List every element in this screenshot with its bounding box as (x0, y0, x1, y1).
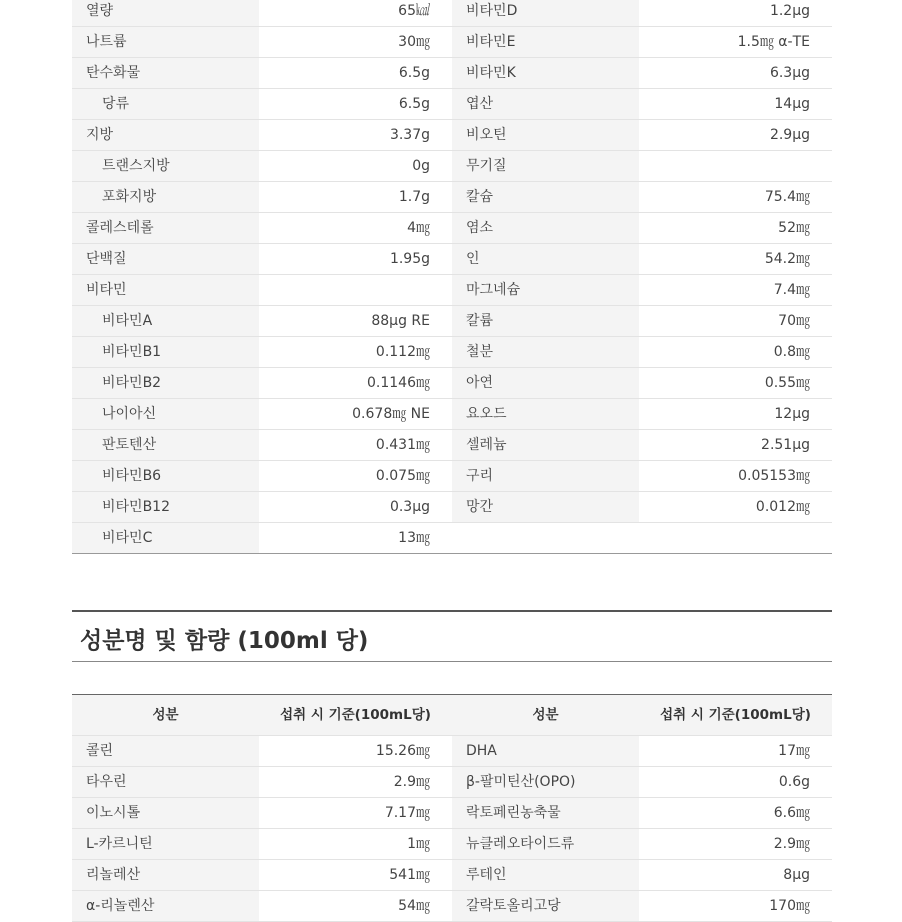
right-cell-group (452, 736, 832, 766)
nutrient-value: 1.5㎎ α-TE (737, 34, 810, 50)
table-header-row (72, 695, 832, 736)
header-amount: 섭취 시 기준(100mL당) (639, 695, 832, 735)
nutrient-value: 1.2μg (769, 3, 810, 19)
table-row (72, 430, 832, 461)
ingredient-table (72, 694, 832, 922)
nutrient-value: 17㎎ (778, 743, 810, 759)
nutrient-value: 2.9㎎ (773, 836, 810, 852)
nutrient-value: 0.6g (778, 774, 810, 790)
nutrient-value: 12μg (774, 406, 810, 422)
nutrient-value: 0.431㎎ (375, 437, 430, 453)
nutrient-value: 0.1146㎎ (367, 375, 430, 391)
right-cell-group (452, 337, 832, 367)
left-cell-group (72, 27, 452, 57)
nutrient-value: 30㎎ (398, 34, 430, 50)
nutrient-label: 당류 (72, 89, 259, 119)
nutrient-value: 0.075㎎ (375, 468, 430, 484)
left-cell-group (72, 89, 452, 119)
left-cell-group (72, 120, 452, 150)
table-row (72, 399, 832, 430)
nutrient-label: DHA (452, 736, 639, 766)
nutrient-value (639, 151, 832, 181)
nutrient-label (452, 523, 639, 553)
left-cell-group (72, 523, 452, 553)
right-cell-group (452, 523, 832, 553)
right-cell-group (452, 461, 832, 491)
nutrient-label: 뉴클레오타이드류 (452, 829, 639, 859)
nutrient-label: 엽산 (452, 89, 639, 119)
nutrient-label: 트랜스지방 (72, 151, 259, 181)
nutrient-label: 탄수화물 (72, 58, 259, 88)
left-cell-group (72, 829, 452, 859)
nutrient-value: 3.37g (389, 127, 430, 143)
nutrient-label: 콜레스테롤 (72, 213, 259, 243)
nutrient-value: 1.7g (398, 189, 430, 205)
nutrient-label: 인 (452, 244, 639, 274)
table-row (72, 736, 832, 767)
nutrient-label: 비타민A (72, 306, 259, 336)
nutrient-label: 콜린 (72, 736, 259, 766)
nutrient-label: 칼륨 (452, 306, 639, 336)
nutrient-label: 이노시톨 (72, 798, 259, 828)
nutrient-label: 칼슘 (452, 182, 639, 212)
nutrient-label: 락토페린농축물 (452, 798, 639, 828)
table-row (72, 89, 832, 120)
nutrient-label: 비타민D (452, 0, 639, 26)
nutrient-value: 6.3μg (769, 65, 810, 81)
section-divider-top (72, 610, 832, 612)
nutrient-label: 비타민B2 (72, 368, 259, 398)
left-cell-group (72, 306, 452, 336)
nutrient-value: 0.05153㎎ (738, 468, 810, 484)
nutrient-value: 15.26㎎ (375, 743, 430, 759)
nutrient-value: 88μg RE (371, 313, 430, 329)
nutrient-label: 비오틴 (452, 120, 639, 150)
nutrient-value: 0.3μg (389, 499, 430, 515)
right-cell-group (452, 89, 832, 119)
nutrient-label: β-팔미틴산(OPO) (452, 767, 639, 797)
nutrient-label: L-카르니틴 (72, 829, 259, 859)
nutrient-label: 요오드 (452, 399, 639, 429)
nutrient-label: 지방 (72, 120, 259, 150)
right-cell-group (452, 27, 832, 57)
nutrient-value: 170㎎ (769, 898, 810, 914)
right-cell-group (452, 213, 832, 243)
table-row (72, 0, 832, 27)
nutrient-value: 0.55㎎ (764, 375, 810, 391)
right-cell-group (452, 368, 832, 398)
left-cell-group (72, 736, 452, 766)
nutrient-value: 1.95g (389, 251, 430, 267)
nutrient-value: 0.012㎎ (755, 499, 810, 515)
table-row (72, 275, 832, 306)
nutrient-value: 2.9μg (769, 127, 810, 143)
nutrient-value: 7.4㎎ (773, 282, 810, 298)
right-cell-group (452, 767, 832, 797)
nutrient-value: 541㎎ (389, 867, 430, 883)
nutrient-value: 65㎉ (398, 3, 430, 19)
nutrient-label: 나이아신 (72, 399, 259, 429)
nutrient-label: 리놀레산 (72, 860, 259, 890)
nutrient-value: 8μg (783, 867, 810, 883)
table-row (72, 58, 832, 89)
left-cell-group (72, 860, 452, 890)
left-cell-group (72, 798, 452, 828)
table-row (72, 767, 832, 798)
nutrient-value: 75.4㎎ (764, 189, 810, 205)
right-cell-group (452, 244, 832, 274)
nutrient-label: 아연 (452, 368, 639, 398)
table-row (72, 151, 832, 182)
header-ingredient: 성분 (452, 695, 639, 735)
nutrient-value: 0g (412, 158, 430, 174)
header-amount: 섭취 시 기준(100mL당) (259, 695, 452, 735)
section-divider-bottom (72, 661, 832, 662)
nutrient-value: 54㎎ (398, 898, 430, 914)
nutrient-label: 비타민K (452, 58, 639, 88)
header-ingredient: 성분 (72, 695, 259, 735)
nutrient-label: 비타민B1 (72, 337, 259, 367)
nutrient-value: 14μg (774, 96, 810, 112)
right-cell-group (452, 120, 832, 150)
right-cell-group (452, 399, 832, 429)
nutrient-value: 6.5g (398, 96, 430, 112)
right-cell-group (452, 275, 832, 305)
table-row (72, 337, 832, 368)
nutrient-label: 포화지방 (72, 182, 259, 212)
left-cell-group (72, 430, 452, 460)
right-cell-group (452, 829, 832, 859)
nutrient-value: 1㎎ (407, 836, 430, 852)
nutrient-label: 단백질 (72, 244, 259, 274)
nutrient-value: 2.51μg (761, 437, 810, 453)
left-cell-group (72, 461, 452, 491)
nutrient-label: 비타민E (452, 27, 639, 57)
left-cell-group (72, 244, 452, 274)
left-cell-group (72, 337, 452, 367)
nutrient-label: 비타민 (72, 275, 259, 305)
nutrient-label: 루테인 (452, 860, 639, 890)
right-cell-group (452, 0, 832, 26)
table-row (72, 860, 832, 891)
left-cell-group (72, 213, 452, 243)
table-row (72, 368, 832, 399)
nutrient-label: 무기질 (452, 151, 639, 181)
table-row (72, 182, 832, 213)
right-cell-group (452, 860, 832, 890)
nutrient-value: 70㎎ (778, 313, 810, 329)
right-cell-group (452, 182, 832, 212)
left-cell-group (72, 275, 452, 305)
right-cell-group (452, 430, 832, 460)
right-cell-group (452, 798, 832, 828)
nutrient-value: 6.5g (398, 65, 430, 81)
left-cell-group (72, 767, 452, 797)
nutrient-value: 13㎎ (398, 530, 430, 546)
left-cell-group (72, 399, 452, 429)
nutrient-value: 0.678㎎ NE (352, 406, 430, 422)
nutrient-label: 판토텐산 (72, 430, 259, 460)
nutrient-value: 4㎎ (407, 220, 430, 236)
nutrient-label: 구리 (452, 461, 639, 491)
nutrient-value (639, 523, 832, 553)
table-row (72, 306, 832, 337)
table-row (72, 829, 832, 860)
left-cell-group (72, 151, 452, 181)
nutrient-label: 염소 (452, 213, 639, 243)
nutrient-value (259, 275, 452, 305)
nutrient-label: 타우린 (72, 767, 259, 797)
left-cell-group (72, 368, 452, 398)
nutrient-value: 0.8㎎ (773, 344, 810, 360)
nutrient-label: 마그네슘 (452, 275, 639, 305)
table-row (72, 523, 832, 554)
nutrient-label: 망간 (452, 492, 639, 522)
nutrient-label: 열량 (72, 0, 259, 26)
left-cell-group (72, 182, 452, 212)
table-row (72, 27, 832, 58)
nutrient-value: 6.6㎎ (773, 805, 810, 821)
nutrient-value: 0.112㎎ (375, 344, 430, 360)
right-cell-group (452, 58, 832, 88)
nutrient-label: 비타민B6 (72, 461, 259, 491)
nutrient-value: 54.2㎎ (764, 251, 810, 267)
nutrient-value: 2.9㎎ (393, 774, 430, 790)
right-cell-group (452, 891, 832, 921)
section-title: 성분명 및 함량 (100ml 당) (80, 628, 369, 654)
right-cell-group (452, 492, 832, 522)
table-row (72, 461, 832, 492)
left-cell-group (72, 492, 452, 522)
nutrient-label: 비타민B12 (72, 492, 259, 522)
left-cell-group (72, 891, 452, 921)
left-cell-group (72, 58, 452, 88)
table-row (72, 120, 832, 151)
nutrient-value: 52㎎ (778, 220, 810, 236)
nutrient-value: 7.17㎎ (384, 805, 430, 821)
left-cell-group (72, 0, 452, 26)
nutrient-label: 셀레늄 (452, 430, 639, 460)
table-row (72, 244, 832, 275)
nutrient-label: 비타민C (72, 523, 259, 553)
right-cell-group (452, 151, 832, 181)
nutrient-label: 갈락토올리고당 (452, 891, 639, 921)
nutrient-label: 나트륨 (72, 27, 259, 57)
table-row (72, 213, 832, 244)
nutrition-table (72, 0, 832, 554)
table-row (72, 891, 832, 922)
nutrient-label: α-리놀렌산 (72, 891, 259, 921)
nutrient-label: 철분 (452, 337, 639, 367)
table-row (72, 798, 832, 829)
table-row (72, 492, 832, 523)
right-cell-group (452, 306, 832, 336)
